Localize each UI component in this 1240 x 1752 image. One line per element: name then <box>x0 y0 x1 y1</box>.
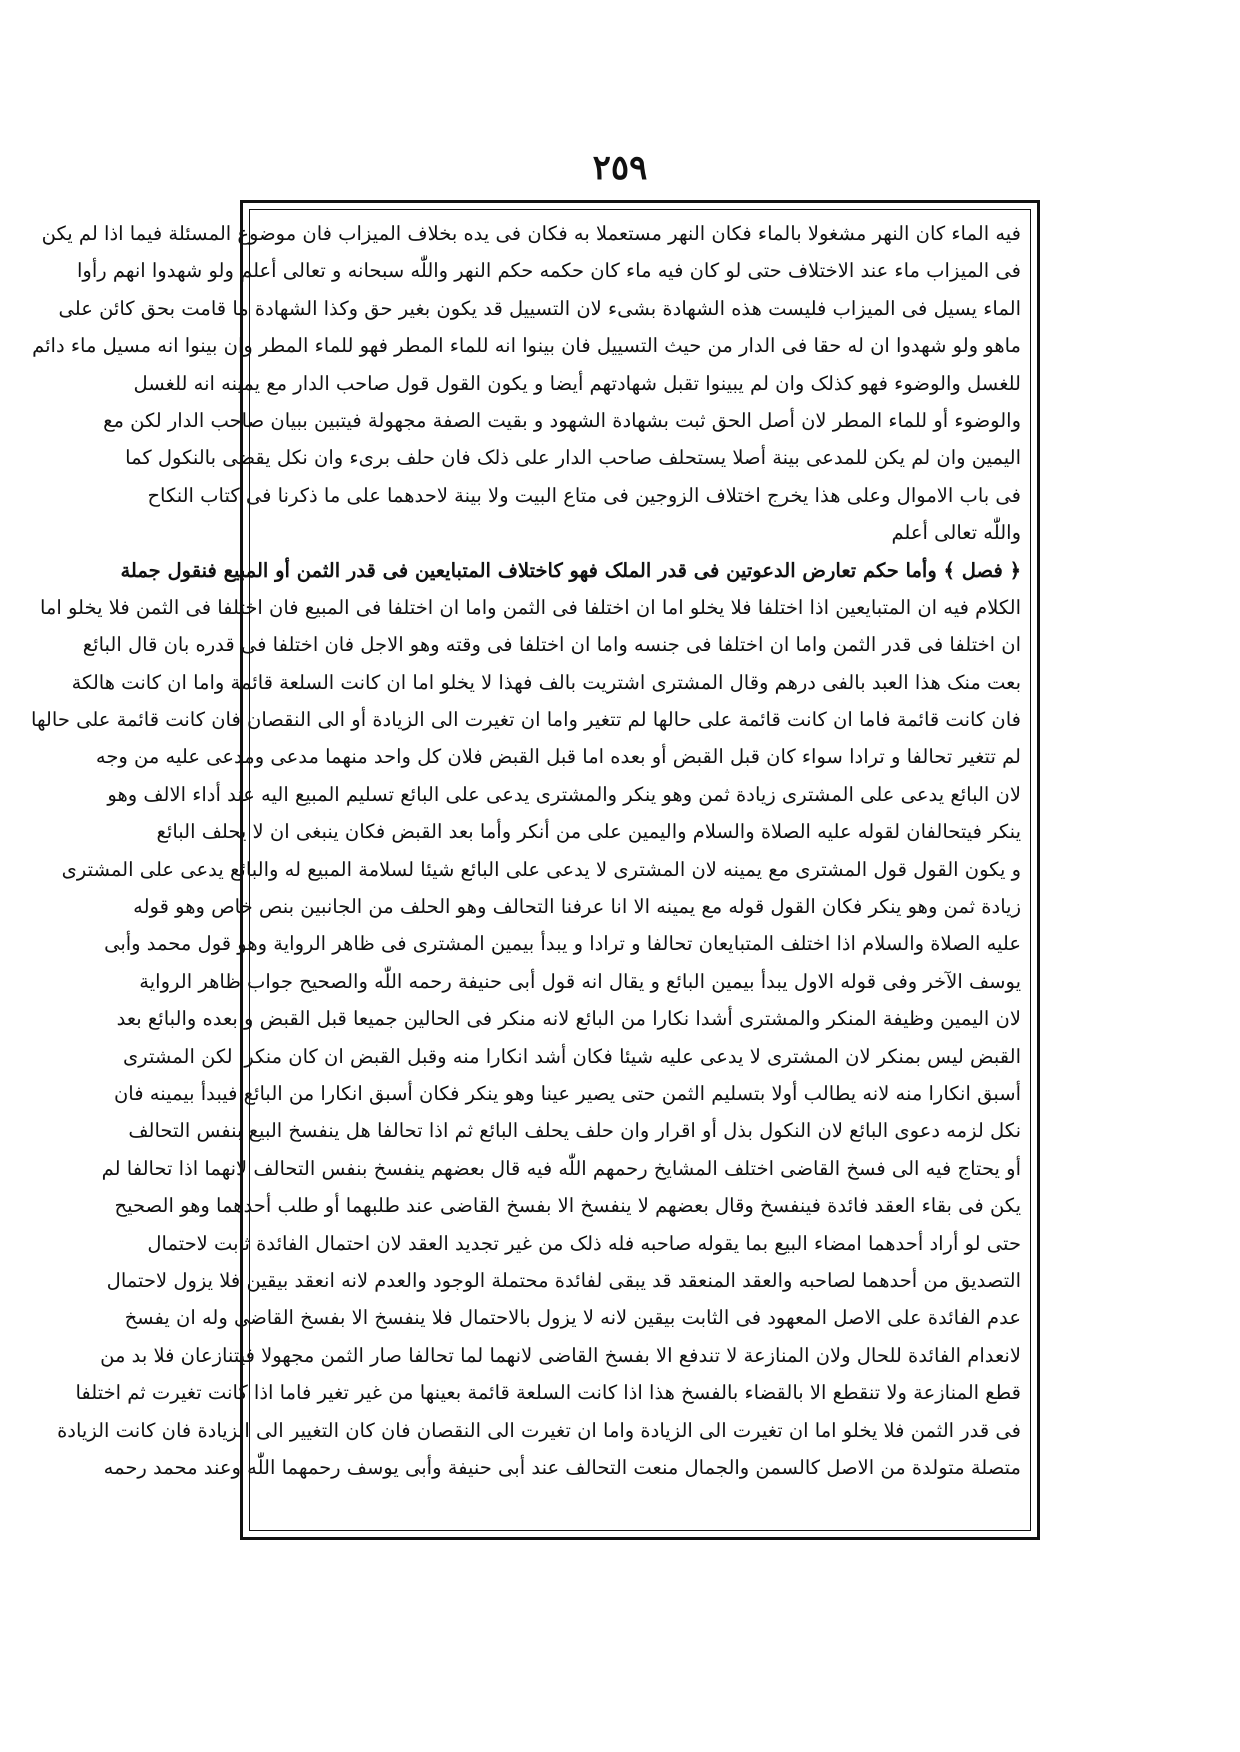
text-line: فی المیزاب ماء عند الاختلاف حتی لو کان فیه ماء کان حکمه حکم النهر واللّٰه سبحانه و تعالی أعلم ولو شهدوا انهم رأوا <box>77 259 1021 283</box>
text-line: لم تتغیر تحالفا و ترادا سواء کان قبل القبض أو بعده اما قبل القبض فلان کل واحد منهما مدعی ومدعی علیه من وجه <box>95 745 1021 769</box>
text-line: و یکون القول قول المشتری مع یمینه لان المشتری لا یدعی علی البائع شیئا لسلامة المبیع له والبائع یدعی علی المشتری <box>61 857 1021 881</box>
text-line: یکن فی بقاء العقد فائدة فینفسخ وقال بعضهم لا ینفسخ الا بفسخ القاضی عند طلبهما أو طلب أحدهما وهو الصحیح <box>114 1194 1021 1218</box>
text-line: عدم الفائدة علی الاصل المعهود فی الثابت بیقین لانه لا یزول بالاحتمال فلا ینفسخ الا بفسخ القاضی وله ان یفسخ <box>124 1306 1021 1330</box>
main-text-block <box>31 215 1021 1527</box>
text-line: لان الیمین وظیفة المنکر والمشتری أشدا نکارا من البائع لانه منکر فی الحالین جمیعا قبل القبض و بعده والبائع بعد <box>116 1007 1021 1031</box>
text-line: علیه الصلاة والسلام اذا اختلف المتبایعان تحالفا و ترادا و یبدأ بیمین المشتری فی ظاهر الروایة وهو قول محمد وأبی <box>104 932 1021 956</box>
text-line: التصدیق من أحدهما لصاحبه والعقد المنعقد قد یبقی لفائدة محتملة الوجود والعدم لانه انعقد بیقین فلا یزول لاحتمال <box>106 1268 1021 1292</box>
text-line: ینکر فیتحالفان لقوله علیه الصلاة والسلام والیمین علی من أنکر وأما بعد القبض فکان ینبغی ان لا یحلف البائع <box>156 820 1021 844</box>
text-line: قطع المنازعة ولا تنقطع الا بالقضاء بالفسخ هذا اذا کانت السلعة قائمة بعینها من غیر تغیر فاما اذا کانت تغیرت ثم اختلفا <box>75 1381 1021 1405</box>
text-line: لانعدام الفائدة للحال ولان المنازعة لا تندفع الا بفسخ القاضی لانهما لما تحالفا صار الثمن مجهولا فیتنازعان فلا بد من <box>100 1343 1021 1367</box>
text-line: بعت منک هذا العبد بالفی درهم وقال المشتری اشتریت بالف فهذا لا یخلو اما ان کانت السلعة قائمة واما ان کانت هالکة <box>71 670 1021 694</box>
text-line: أسبق انکارا منه لانه یطالب أولا بتسلیم الثمن حتی یصیر عینا وهو ینکر فکان أسبق انکارا من البائع فیبدأ بیمینه فان <box>113 1081 1021 1105</box>
section-heading-line: ﴿ فصل ﴾ وأما حکم تعارض الدعوتین فی قدر الملک فهو کاختلاف المتبایعین فی قدر الثمن أو المبیع فنقول جملة <box>120 558 1021 582</box>
text-line: الماء یسیل فی المیزاب فلیست هذه الشهادة بشیء لان التسییل قد یکون بغیر حق وکذا الشهادة ما قامت بحق کائن علی <box>58 296 1021 320</box>
text-line: یوسف الآخر وفی قوله الاول یبدأ بیمین البائع و یقال انه قول أبی حنیفة رحمه اللّٰه والصحیح جواب ظاهر الروایة <box>139 969 1021 993</box>
text-line: نکل لزمه دعوی البائع لان النکول بذل أو اقرار وان حلف یحلف البائع ثم اذا تحالفا هل ینفسخ البیع بنفس التحالف <box>128 1119 1021 1143</box>
text-line: ماهو ولو شهدوا ان له حقا فی الدار من حیث التسییل فان بینوا انه للماء المطر فهو للماء المطر وان بینوا انه مسیل ماء دائم <box>32 334 1021 358</box>
text-line: الکلام فیه ان المتبایعین اذا اختلفا فلا یخلو اما ان اختلفا فی الثمن واما ان اختلفا فی المبیع فان اختلفا فی الثمن فلا یخلو اما <box>39 595 1021 619</box>
text-line: حتی لو أراد أحدهما امضاء البیع بما یقوله صاحبه فله ذلک من غیر تجدید العقد لان احتمال الفائدة ثابت لاحتمال <box>147 1231 1021 1255</box>
text-line: والوضوء أو للماء المطر لان أصل الحق ثبت بشهادة الشهود و بقیت الصفة مجهولة فیتبین ببیان صاحب الدار لکن مع <box>103 408 1021 432</box>
text-line: فی قدر الثمن فلا یخلو اما ان تغیرت الی الزیادة واما ان تغیرت الی النقصان فان کان التغییر الی الزیادة فان کانت الزیادة <box>57 1418 1021 1442</box>
text-line: للغسل والوضوء فهو کذلک وان لم یبینوا تقبل شهادتهم أیضا و یکون القول قول صاحب الدار مع یمینه انه للغسل <box>133 371 1021 395</box>
text-line: فان کانت قائمة فاما ان کانت قائمة علی حالها لم تتغیر واما ان تغیرت الی الزیادة أو الی النقصان فان کانت قائمة علی حالها <box>31 708 1021 732</box>
page-border <box>31 200 1040 1540</box>
text-line: الیمین وان لم یکن للمدعی بینة أصلا یستحلف صاحب الدار علی ذلک فان حلف بریء وان نکل یقضی بالنکول کما <box>125 446 1021 470</box>
text-line: متصلة متولدة من الاصل کالسمن والجمال منعت التحالف عند أبی حنیفة وأبی یوسف رحمهما اللّٰه وعند محمد رحمه <box>103 1455 1021 1479</box>
text-line: القبض لیس بمنکر لان المشتری لا یدعی علیه شیئا فکان أشد انکارا منه وقبل القبض ان کان منکرا لکن المشتری <box>122 1044 1021 1068</box>
text-line: لان البائع یدعی علی المشتری زیادة ثمن وهو ینکر والمشتری یدعی علی البائع تسلیم المبیع الیه عند أداء الالف وهو <box>107 782 1021 806</box>
text-line: فی باب الاموال وعلی هذا یخرج اختلاف الزوجین فی متاع البیت ولا بینة لاحدهما علی ما ذکرنا فی کتاب النکاح <box>147 483 1021 507</box>
text-line: فیه الماء کان النهر مشغولا بالماء فکان النهر مستعملا به فکان فی یده بخلاف المیزاب فان موضوع المسئلة فیما اذا لم یکن <box>41 222 1021 245</box>
page-number: ٢٥٩ <box>592 148 648 188</box>
text-line: أو یحتاج فیه الی فسخ القاضی اختلف المشایخ رحمهم اللّٰه فیه قال بعضهم ینفسخ بنفس التحالف لانهما اذا تحالفا لم <box>101 1156 1021 1180</box>
text-line: زیادة ثمن وهو ینکر فکان القول قوله مع یمینه الا انا عرفنا التحالف وهو الحلف من الجانبین بنص خاص وهو قوله <box>133 895 1021 919</box>
text-line: ان اختلفا فی قدر الثمن واما ان اختلفا فی جنسه واما ان اختلفا فی وقته وهو الاجل فان اختلفا فی قدره بان قال البائع <box>82 633 1021 657</box>
closing-formula-line: واللّٰه تعالی أعلم <box>891 521 1021 545</box>
